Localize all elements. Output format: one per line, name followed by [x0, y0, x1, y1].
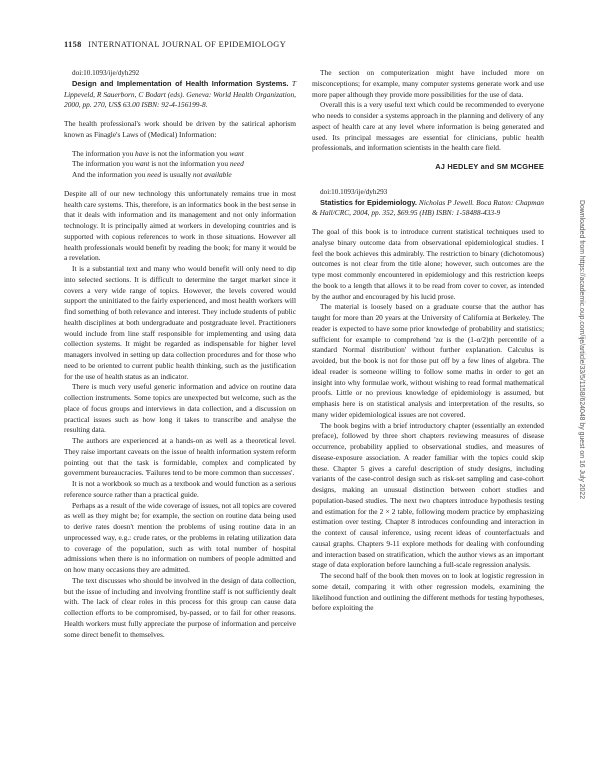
review1-details: T Lippeveld, R Sauerborn, C Bodart (eds). Geneva: World Health Organization, 2000, pp. 270, US$ 63.00 ISBN: 92-4-156199-8. — [64, 78, 296, 110]
review1-doi: doi:10.1093/ije/dyh292 — [72, 69, 140, 77]
body-paragraph: The text discusses who should be involved in the design of data collection, but the issue of including and involving frontline staff is not sufficiently dealt with. The lack of clear roles in this process for this group can cause data collection efforts to be compromised, by-passed, or to fail for other reasons. Health workers must fully appreciate the purpose of information and perceive some direct benefit to themselves. — [64, 575, 296, 639]
body-paragraph: There is much very useful generic information and advice on routine data collection instruments. Some topics are unexpected but welcome, such as the place of focus groups and interviews in data collection, and a discussion on practical issues such as how long it takes to transcribe and analyse the resulting data. — [64, 382, 296, 435]
review1-intro: The health professional's work should be driven by the satirical aphorism known as Finagle's Laws of (Medical) Information: — [64, 119, 296, 139]
body-paragraph: The second half of the book then moves on to look at logistic regression in some detail, comparing it with other regression models, examining the likelihood function and outlining the different methods for testing hypotheses, before exploiting the — [312, 571, 544, 613]
review2-title: Statistics for Epidemiology. — [320, 197, 417, 207]
review2-doi: doi:10.1093/ije/dyh293 — [320, 187, 388, 196]
body-paragraph: The section on computerization might have included more on misconceptions; for example, many computer systems generate work and use more paper although they provide more possibilities for the use of data. — [312, 68, 544, 99]
body-paragraph: The goal of this book is to introduce current statistical techniques used to analyse binary outcome data from observational epidemiological studies. I feel the book achieves this admirably. The restriction to binary (dichotomous) outcomes is not clear from the title alone; however, such outcomes are the type most commonly encountered in epidemiology and this restriction keeps the book to a length that allows it to be read from cover to cover, as intended by the author and encouraged by his lucid prose. — [312, 227, 544, 301]
body-paragraph: Perhaps as a result of the wide coverage of issues, not all topics are covered as well as they might be; for example, the section on routine data being used to derive rates doesn't mention the problems of using routine data in an unprocessed way, e.g.: crude rates, or the problems in relating utilization data to coverage of the population, such as with total number of hospital admissions when there is no information on numbers of people admitted and on how many occasions they are admitted. — [64, 500, 296, 574]
body-paragraph: It is a substantial text and many who would benefit will only need to dip into selected sections. It is difficult to determine the target market since it covers a very wide range of topics. However, the levels covered would support the uninitiated to the fairly experienced, and most health workers will find something of both relevance and interest. They include students of public health disciplines at both undergraduate and postgraduate level. Practitioners would include from line staff responsible for implementing and using data collection systems. It might be regarded as indispensable for higher level managers involved in setting up data collection procedures and for those who need to be oriented to current public health thinking, such as the justification for the use of health status as an indicator. — [64, 264, 296, 381]
download-watermark — [576, 200, 590, 620]
review1-title: Design and Implementation of Health Information Systems. — [72, 78, 289, 88]
review2-details: Nicholas P Jewell. Boca Raton: Chapman & Hall/CRC, 2004, pp. 352, $69.95 (HB) ISBN: 1-58488-433-9 — [312, 197, 544, 218]
running-header — [64, 40, 544, 49]
body-paragraph: It is not a workbook so much as a textbook and would function as a serious reference source rather than a practical guide. — [64, 479, 296, 499]
review1-citation — [64, 79, 296, 111]
download-note: Downloaded from https://academic.oup.com/ije/article/33/5/1158/624048 by guest on 16 July 2022 — [578, 200, 585, 500]
body-paragraph: Despite all of our new technology this unfortunately remains true in most health care systems. This, therefore, is an informatics book in the best sense in that it deals with information and its management and not only information technology. It is principally aimed at workers in developing countries and is supported with copious references to work in those situations. However all health professionals would benefit by reading the book; for many it would be a revelation. — [64, 188, 296, 263]
journal-title: INTERNATIONAL JOURNAL OF EPIDEMIOLOGY — [88, 40, 287, 49]
page-number: 1158 — [64, 40, 82, 49]
review2-citation — [312, 198, 544, 220]
body-paragraph: Overall this is a very useful text which could be recommended to everyone who needs to consider a systems approach in the planning and delivery of any aspect of health care at any level where information is being generated and used. Its principal messages are essential for clinicians, public health professionals, and information scientists in the health care field. — [312, 100, 544, 153]
right-column — [312, 68, 544, 614]
aphorism-line: And the information you need is usually not available — [72, 170, 232, 179]
body-paragraph: The material is loosely based on a graduate course that the author has taught for more than 20 years at the University of California at Berkeley. The reader is expected to have some prior knowledge of probability and statistics; sufficient for example to comprehend 'zα is the (1-α/2)th percentile of a standard Normal distribution' without further explanation. Calculus is avoided, but the book is not for those put off by a few lines of algebra. The ideal reader is someone willing to follow some maths in order to get an insight into why formulae work, without wishing to read formal mathematical proofs. Little or no previous knowledge of epidemiology is assumed, but emphasis here is on statistical analysis and interpretation of the results, so many wider epidemiological issues are not covered. — [312, 302, 544, 419]
aphorism-line: The information you have is not the information you want — [72, 148, 244, 158]
body-paragraph: The book begins with a brief introductory chapter (essentially an extended preface), followed by three short chapters reviewing measures of disease occurrence, probability applied to observational studies, and measures of disease-exposure association. A reader familiar with the topics could skip these. Chapter 5 gives a careful description of study designs, including variants of the case-control design such as risk-set sampling and case-cohort designs, making an unusual distinction between cohort studies and population-based studies. The next two chapters introduce hypothesis testing and estimation for the 2 × 2 table, following modern practice by emphasizing estimation over testing. Chapter 8 introduces confounding and interaction in the context of causal inference, using recent ideas of counterfactuals and causal graphs. Chapters 9-11 explore methods for dealing with confounding and interaction based on stratification, which the author views as an important stage of data exploration before launching a full-scale regression analysis. — [312, 420, 544, 570]
body-paragraph: The authors are experienced at a hands-on as well as a theoretical level. They raise important caveats on the issue of health information system reform pointing out that the task is formidable, complex and complicated by government bureaucracies. 'Failures tend to be more common than successes'. — [64, 436, 296, 478]
aphorism-line: The information you want is not the information you need — [72, 159, 244, 169]
left-column — [64, 68, 296, 640]
reviewer-signature: AJ HEDLEY and SM MCGHEE — [435, 162, 544, 171]
